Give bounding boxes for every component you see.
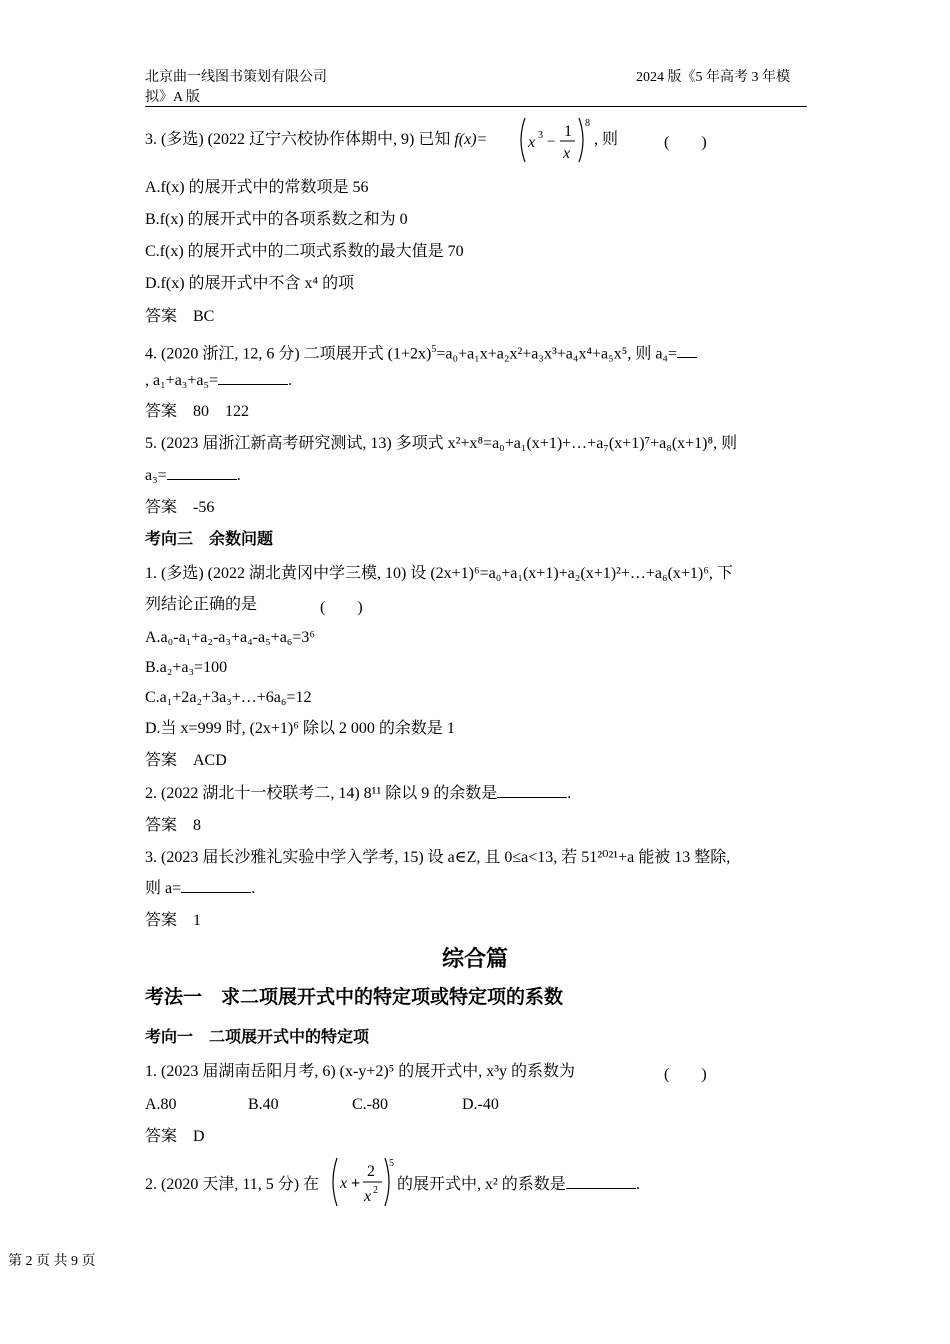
- q3-formula-x: x: [528, 134, 536, 151]
- r1-answer: 答案 ACD: [145, 752, 227, 769]
- q3-option-d: D.f(x) 的展开式中不含 x⁴ 的项: [145, 275, 355, 292]
- s2-prefix: 2. (2020 天津, 11, 5 分) 在: [145, 1176, 320, 1193]
- s1-option-c: C.-80: [352, 1096, 388, 1113]
- q3-suffix: , 则: [594, 131, 619, 148]
- q4-prefix: 4. (2020 浙江, 12, 6 分) 二项展开式 (1+2x): [145, 345, 432, 363]
- r1-line2: 列结论正确的是: [145, 596, 258, 613]
- q5-blank[interactable]: [167, 465, 237, 480]
- s2-formula-x: x: [340, 1175, 348, 1192]
- s2-formula-plus: +: [351, 1175, 361, 1192]
- q3-formula-minus: −: [547, 134, 556, 150]
- q4-answer: 答案 80 122: [145, 403, 250, 420]
- r2-end: .: [567, 785, 572, 802]
- header-publisher: 北京曲一线图书策划有限公司: [145, 70, 327, 85]
- s1-option-b: B.40: [248, 1096, 279, 1113]
- r3-end: .: [251, 880, 256, 897]
- part-title: 综合篇: [441, 947, 508, 972]
- q4-blank-2[interactable]: [218, 370, 288, 385]
- q4-exp: 5: [431, 344, 437, 355]
- page-footer: 第 2 页 共 9 页: [8, 1254, 96, 1269]
- s1-answer: 答案 D: [145, 1128, 205, 1145]
- q4-blank-1[interactable]: [677, 343, 697, 358]
- header-book-title: 2024 版《5 年高考 3 年模: [636, 70, 790, 85]
- r2-blank[interactable]: [497, 783, 567, 798]
- q3-option-a: A.f(x) 的展开式中的常数项是 56: [145, 179, 369, 196]
- s2-blank[interactable]: [566, 1174, 636, 1189]
- r3-line2: [145, 878, 255, 900]
- q4-line2: [145, 370, 292, 392]
- s2-formula-den-exp: 2: [373, 1185, 378, 1196]
- q5-line1: 5. (2023 届浙江新高考研究测试, 13) 多项式 x²+x⁸=a₀+a₁(x+1)+…+a₇(x+1)⁷+a₈(x+1)⁸, 则: [145, 435, 738, 452]
- r2-line: [145, 783, 571, 805]
- s2-formula-outer-exp: 5: [389, 1158, 394, 1169]
- s1-option-a: A.80: [145, 1096, 177, 1113]
- q3-formula-den: x: [563, 145, 571, 162]
- q5-line2-end: .: [236, 467, 241, 484]
- r1-option-a: A.a₀-a₁+a₂-a₃+a₄-a₅+a₆=3⁶: [145, 629, 315, 646]
- q5-line2-text: a₃=: [145, 467, 167, 484]
- s1-option-d: D.-40: [462, 1096, 499, 1113]
- header-left: [145, 68, 327, 108]
- r3-blank[interactable]: [181, 878, 251, 893]
- q4-line2-end: .: [288, 372, 293, 389]
- s2-suffix: [397, 1174, 640, 1196]
- s2-left-paren: [333, 1158, 337, 1206]
- s2-end: .: [635, 1176, 640, 1193]
- r1-line1: 1. (多选) (2022 湖北黄冈中学三模, 10) 设 (2x+1)⁶=a₀+a₁(x+1)+a₂(x+1)²+…+a₆(x+1)⁶, 下: [145, 565, 733, 582]
- q3-stem: [145, 129, 487, 151]
- section-direction-title: 考向一 二项展开式中的特定项: [145, 1027, 370, 1046]
- section-remainder-title: 考向三 余数问题: [145, 529, 274, 548]
- s1-line: 1. (2023 届湖南岳阳月考, 6) (x-y+2)⁵ 的展开式中, x³y 的系数为: [145, 1063, 576, 1080]
- q3-formula-num: 1: [564, 123, 572, 140]
- q3-left-paren: [521, 118, 525, 162]
- r3-line1: 3. (2023 届长沙雅礼实验中学入学考, 15) 设 a∈Z, 且 0≤a<13, 若 51²⁰²¹+a 能被 13 整除,: [145, 849, 731, 866]
- q3-formula-outer-exp: 8: [585, 118, 590, 129]
- header-divider: [145, 106, 807, 107]
- q3-answer: 答案 BC: [145, 308, 215, 325]
- header-edition: 拟》A 版: [145, 90, 200, 105]
- section-method-title: 考法一 求二项展开式中的特定项或特定项的系数: [145, 986, 564, 1008]
- r2-answer: 答案 8: [145, 817, 202, 834]
- s2-formula: [329, 1154, 399, 1210]
- q3-right-paren: [579, 118, 583, 162]
- s2-suffix-text: 的展开式中, x² 的系数是: [397, 1176, 566, 1193]
- r1-option-c: C.a₁+2a₂+3a₃+…+6a₆=12: [145, 689, 312, 706]
- r1-option-b: B.a₂+a₃=100: [145, 659, 228, 676]
- r1-option-d: D.当 x=999 时, (2x+1)⁶ 除以 2 000 的余数是 1: [145, 720, 455, 737]
- q3-formula-exp3: 3: [538, 130, 543, 141]
- s2-formula-den: x: [364, 1188, 372, 1205]
- q3-option-b: B.f(x) 的展开式中的各项系数之和为 0: [145, 211, 408, 228]
- q4-line1: [145, 339, 697, 365]
- q3-prefix: 3. (多选) (2022 辽宁六校协作体期中, 9) 已知: [145, 131, 455, 148]
- s1-answer-paren: ( ): [664, 1066, 707, 1083]
- q3-answer-paren: ( ): [664, 134, 707, 151]
- r3-answer: 答案 1: [145, 912, 202, 929]
- q5-answer: 答案 -56: [145, 499, 215, 516]
- r1-answer-paren: ( ): [320, 599, 363, 616]
- r3-line2-text: 则 a=: [145, 880, 182, 897]
- q3-option-c: C.f(x) 的展开式中的二项式系数的最大值是 70: [145, 243, 464, 260]
- q5-line2: [145, 465, 241, 487]
- s2-formula-num: 2: [367, 1163, 375, 1180]
- r2-text: 2. (2022 湖北十一校联考二, 14) 8¹¹ 除以 9 的余数是: [145, 785, 498, 802]
- q4-line2-text: , a₁+a₃+a₅=: [145, 372, 219, 389]
- q3-fx: f(x)=: [454, 131, 488, 148]
- q3-formula: [517, 114, 593, 166]
- q4-mid: =a₀+a₁x+a₂x²+a₃x³+a₄x⁴+a₅x⁵, 则 a₄=: [436, 345, 678, 363]
